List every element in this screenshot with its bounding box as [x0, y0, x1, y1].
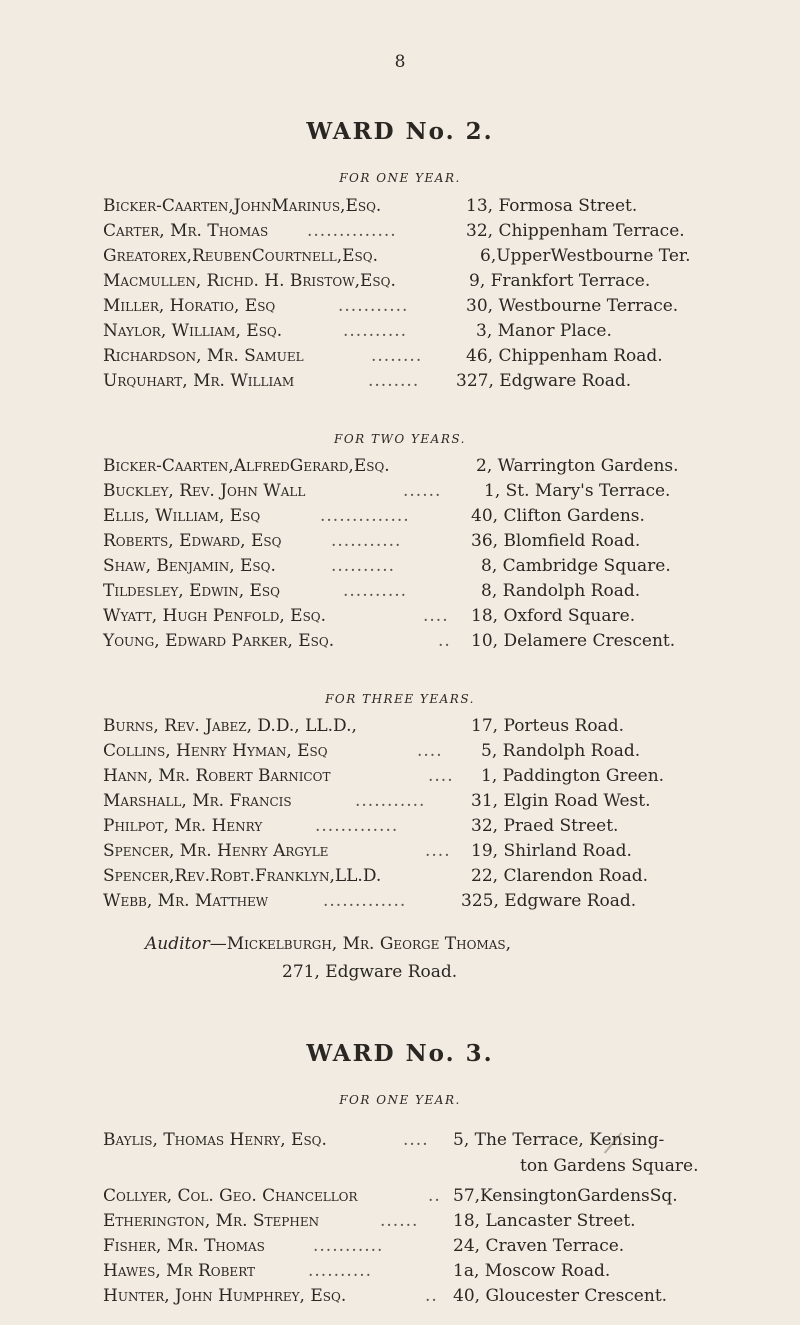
- leader-dots: ..: [425, 1286, 438, 1306]
- section-heading: FOR ONE YEAR.: [339, 1093, 461, 1107]
- member-name: Hann, Mr. Robert Barnicot: [103, 766, 331, 786]
- leader-dots: ..: [438, 631, 451, 651]
- leader-dots: ...........: [313, 1236, 384, 1256]
- member-name: Ellis, William, Esq: [103, 506, 261, 526]
- member-address: 2, Warrington Gardens.: [476, 456, 679, 476]
- section-heading: FOR TWO YEARS.: [334, 432, 466, 446]
- section-heading: FOR THREE YEARS.: [325, 692, 475, 706]
- member-name: Young, Edward Parker, Esq.: [103, 631, 335, 651]
- list-item: [103, 556, 743, 580]
- member-address: 5, The Terrace, Kensing-: [453, 1130, 665, 1150]
- leader-dots: ........: [368, 371, 420, 391]
- list-item: [103, 246, 743, 270]
- member-name: Wyatt, Hugh Penfold, Esq.: [103, 606, 327, 626]
- member-name: Carter, Mr. Thomas: [103, 221, 269, 241]
- member-address: 36, Blomfield Road.: [471, 531, 641, 551]
- member-address: 8, Randolph Road.: [481, 581, 641, 601]
- section-heading: FOR ONE YEAR.: [339, 171, 461, 185]
- list-item: [103, 1186, 743, 1210]
- list-item: [103, 456, 743, 480]
- list-item: [103, 741, 743, 765]
- list-item: [103, 481, 743, 505]
- member-address-continued: ton Gardens Square.: [520, 1156, 699, 1176]
- member-address: 325, Edgware Road.: [461, 891, 637, 911]
- member-name: Roberts, Edward, Esq: [103, 531, 282, 551]
- leader-dots: ......: [403, 481, 442, 501]
- member-name: Naylor, William, Esq.: [103, 321, 283, 341]
- list-item: [103, 816, 743, 840]
- list-item: [103, 321, 743, 345]
- member-address: 32, Praed Street.: [471, 816, 619, 836]
- leader-dots: ....: [417, 741, 443, 761]
- list-item: [103, 606, 743, 630]
- member-address: 18, Lancaster Street.: [453, 1211, 636, 1231]
- leader-dots: ......: [380, 1211, 419, 1231]
- list-item: [103, 766, 743, 790]
- member-address: 18, Oxford Square.: [471, 606, 636, 626]
- auditor-name: —Mickelburgh, Mr. George Thomas,: [209, 934, 512, 954]
- member-name: Spencer, Mr. Henry Argyle: [103, 841, 329, 861]
- list-item: [103, 841, 743, 865]
- member-address: 10, Delamere Crescent.: [471, 631, 676, 651]
- list-item: [103, 716, 743, 740]
- leader-dots: ....: [425, 841, 451, 861]
- member-address: 19, Shirland Road.: [471, 841, 632, 861]
- member-name: Marshall, Mr. Francis: [103, 791, 292, 811]
- leader-dots: ..........: [343, 581, 408, 601]
- member-name: Burns, Rev. Jabez, D.D., LL.D.,: [103, 716, 357, 736]
- leader-dots: ...........: [331, 531, 402, 551]
- member-address: 9, Frankfort Terrace.: [469, 271, 651, 291]
- member-address: 57,KensingtonGardensSq.: [453, 1186, 678, 1206]
- member-name: Buckley, Rev. John Wall: [103, 481, 306, 501]
- member-name: Collins, Henry Hyman, Esq: [103, 741, 328, 761]
- leader-dots: ..: [428, 1186, 441, 1206]
- ward-3-title: WARD No. 3.: [306, 1040, 494, 1067]
- auditor-line: [145, 934, 511, 954]
- leader-dots: .............: [323, 891, 407, 911]
- auditor-address: 271, Edgware Road.: [282, 962, 458, 982]
- member-name: Etherington, Mr. Stephen: [103, 1211, 320, 1231]
- list-item: [103, 581, 743, 605]
- member-name: Shaw, Benjamin, Esq.: [103, 556, 276, 576]
- member-name: Macmullen, Richd. H. Bristow,Esq.: [103, 271, 396, 291]
- member-address: 32, Chippenham Terrace.: [466, 221, 685, 241]
- member-name: Miller, Horatio, Esq: [103, 296, 276, 316]
- list-item: [103, 1211, 743, 1235]
- list-item: [103, 791, 743, 815]
- member-name: Bicker-Caarten,AlfredGerard,Esq.: [103, 456, 390, 476]
- member-address: 1a, Moscow Road.: [453, 1261, 611, 1281]
- leader-dots: ........: [371, 346, 423, 366]
- leader-dots: ..........: [308, 1261, 373, 1281]
- member-address: 22, Clarendon Road.: [471, 866, 649, 886]
- member-address: 8, Cambridge Square.: [481, 556, 671, 576]
- leader-dots: ..........: [331, 556, 396, 576]
- page-number: 8: [394, 52, 406, 72]
- list-item: [103, 1236, 743, 1260]
- member-address: 40, Clifton Gardens.: [471, 506, 645, 526]
- member-name: Philpot, Mr. Henry: [103, 816, 263, 836]
- list-item: [103, 866, 743, 890]
- member-address: 3, Manor Place.: [476, 321, 612, 341]
- member-name: Baylis, Thomas Henry, Esq.: [103, 1130, 327, 1150]
- list-item-continuation: [103, 1156, 743, 1180]
- list-item: [103, 1261, 743, 1285]
- list-item: [103, 891, 743, 915]
- list-item: [103, 196, 743, 220]
- leader-dots: ...........: [338, 296, 409, 316]
- list-item: [103, 296, 743, 320]
- leader-dots: ....: [423, 606, 449, 626]
- list-item: [103, 506, 743, 530]
- ward-2-title: WARD No. 2.: [306, 118, 494, 145]
- leader-dots: ..............: [320, 506, 410, 526]
- member-address: 6,UpperWestbourne Ter.: [480, 246, 691, 266]
- member-address: 24, Craven Terrace.: [453, 1236, 625, 1256]
- member-address: 17, Porteus Road.: [471, 716, 624, 736]
- leader-dots: ...........: [355, 791, 426, 811]
- list-item: [103, 1130, 743, 1154]
- member-address: 30, Westbourne Terrace.: [466, 296, 679, 316]
- list-item: [103, 346, 743, 370]
- member-name: Hawes, Mr Robert: [103, 1261, 256, 1281]
- leader-dots: ..............: [307, 221, 397, 241]
- leader-dots: ..........: [343, 321, 408, 341]
- member-name: Spencer,Rev.Robt.Franklyn,LL.D.: [103, 866, 382, 886]
- member-address: 31, Elgin Road West.: [471, 791, 651, 811]
- list-item: [103, 371, 743, 395]
- member-address: 5, Randolph Road.: [481, 741, 641, 761]
- member-name: Tildesley, Edwin, Esq: [103, 581, 280, 601]
- member-address: 1, Paddington Green.: [481, 766, 665, 786]
- member-name: Hunter, John Humphrey, Esq.: [103, 1286, 347, 1306]
- member-name: Greatorex,ReubenCourtnell,Esq.: [103, 246, 378, 266]
- list-item: [103, 631, 743, 655]
- leader-dots: .............: [315, 816, 399, 836]
- member-name: Urquhart, Mr. William: [103, 371, 295, 391]
- member-address: 1, St. Mary's Terrace.: [484, 481, 671, 501]
- leader-dots: ....: [403, 1130, 429, 1150]
- member-name: Fisher, Mr. Thomas: [103, 1236, 265, 1256]
- auditor-label: Auditor: [145, 934, 210, 954]
- list-item: [103, 1286, 743, 1310]
- list-item: [103, 221, 743, 245]
- member-address: 40, Gloucester Crescent.: [453, 1286, 668, 1306]
- member-address: 13, Formosa Street.: [466, 196, 638, 216]
- list-item: [103, 271, 743, 295]
- member-address: 46, Chippenham Road.: [466, 346, 663, 366]
- list-item: [103, 531, 743, 555]
- member-name: Webb, Mr. Matthew: [103, 891, 269, 911]
- member-name: Collyer, Col. Geo. Chancellor: [103, 1186, 358, 1206]
- member-name: Bicker-Caarten,JohnMarinus,Esq.: [103, 196, 382, 216]
- member-name: Richardson, Mr. Samuel: [103, 346, 304, 366]
- member-address: 327, Edgware Road.: [456, 371, 632, 391]
- leader-dots: ....: [428, 766, 454, 786]
